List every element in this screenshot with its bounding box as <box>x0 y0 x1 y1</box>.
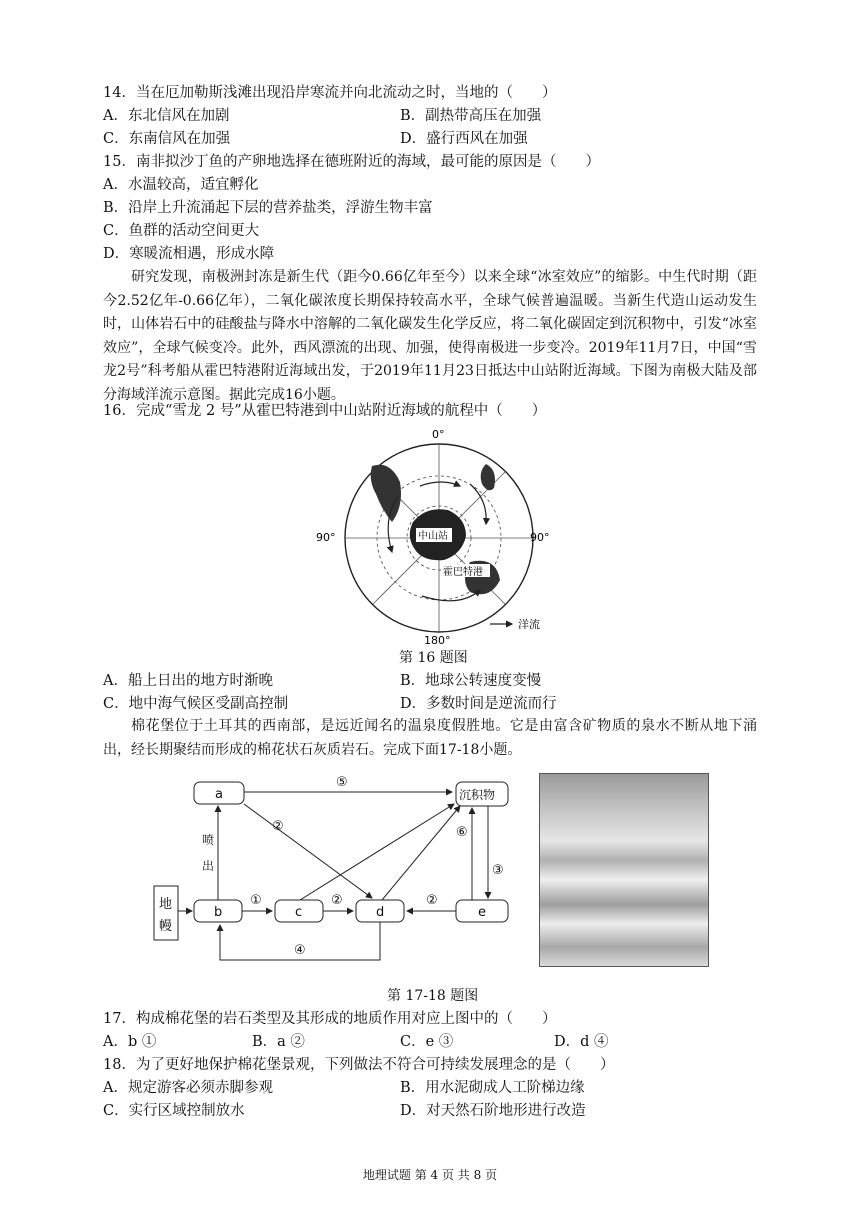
map-label-right: 90° <box>530 531 550 544</box>
map-label-bottom: 180° <box>424 634 451 646</box>
svg-text:地: 地 <box>159 897 173 912</box>
svg-text:①: ① <box>250 893 262 908</box>
q18-option-a: A．规定游客必须赤脚参观 <box>103 1080 273 1096</box>
svg-text:a: a <box>215 787 223 802</box>
passage-16 <box>103 266 757 408</box>
q17-18-caption: 第 17-18 题图 <box>387 988 479 1004</box>
svg-text:③: ③ <box>492 863 504 878</box>
q17-option-d: D．d ④ <box>554 1034 609 1050</box>
svg-text:e: e <box>478 905 486 920</box>
svg-text:喷: 喷 <box>202 833 215 847</box>
q16-option-d: D．多数时间是逆流而行 <box>400 696 557 712</box>
q14-option-c: C．东南信风在加强 <box>103 131 231 147</box>
q16-caption: 第 16 题图 <box>399 650 468 666</box>
svg-text:c: c <box>295 905 303 920</box>
q15-option-a: A．水温较高，适宜孵化 <box>103 177 259 193</box>
svg-text:④: ④ <box>294 943 306 958</box>
zhongshan-station-label: 中山站 <box>418 531 448 542</box>
q15-stem: 15．南非拟沙丁鱼的产卵地选择在德班附近的海域，最可能的原因是（ ） <box>103 154 600 170</box>
q17-option-b: B．a ② <box>252 1034 305 1050</box>
q18-option-c: C．实行区域控制放水 <box>103 1103 245 1119</box>
rock-cycle-diagram <box>150 770 520 970</box>
svg-text:②: ② <box>331 893 343 908</box>
hobart-port-label: 霍巴特港 <box>443 567 483 578</box>
pamukkale-photo <box>539 773 709 967</box>
svg-text:b: b <box>214 905 223 920</box>
q18-option-b: B．用水泥砌成人工阶梯边缘 <box>400 1080 585 1096</box>
passage-17 <box>103 715 757 762</box>
q16-option-c: C．地中海气候区受副高控制 <box>103 696 289 712</box>
q15-option-d: D．寒暖流相遇，形成水障 <box>103 246 275 262</box>
legend-label: 洋流 <box>518 618 540 631</box>
q14-stem: 14．当在厄加勒斯浅滩出现沿岸寒流并向北流动之时，当地的（ ） <box>103 85 557 101</box>
q17-option-a: A．b ① <box>103 1034 157 1050</box>
svg-text:②: ② <box>272 819 284 834</box>
q14-option-a: A．东北信风在加剧 <box>103 108 230 124</box>
page-footer: 地理试题 第 4 页 共 8 页 <box>362 1168 498 1182</box>
map-label-top: 0° <box>432 428 445 441</box>
q16-option-b: B．地球公转速度变慢 <box>400 673 542 689</box>
q14-option-d: D．盛行西风在加强 <box>400 131 528 147</box>
q16-option-a: A．船上日出的地方时渐晚 <box>103 673 273 689</box>
map-label-left: 90° <box>316 531 336 544</box>
svg-text:沉积物: 沉积物 <box>459 788 496 802</box>
q18-option-d: D．对天然石阶地形进行改造 <box>400 1103 586 1119</box>
svg-text:⑤: ⑤ <box>336 775 348 790</box>
svg-text:出: 出 <box>202 859 215 873</box>
q18-stem: 18．为了更好地保护棉花堡景观，下列做法不符合可持续发展理念的是（ ） <box>103 1057 615 1073</box>
antarctica-map <box>310 424 590 646</box>
q17-stem: 17．构成棉花堡的岩石类型及其形成的地质作用对应上图中的（ ） <box>103 1011 557 1027</box>
q16-stem: 16．完成“雪龙 2 号”从霍巴特港到中山站附近海域的航程中（ ） <box>103 403 547 419</box>
q14-option-b: B．副热带高压在加强 <box>400 108 542 124</box>
q15-option-b: B．沿岸上升流涌起下层的营养盐类，浮游生物丰富 <box>103 200 433 216</box>
svg-text:②: ② <box>426 893 438 908</box>
passage-17-text: 棉花堡位于土耳其的西南部，是远近闻名的温泉度假胜地。它是由富含矿物质的泉水不断从地下涌出，经长期聚结而形成的棉花状石灰质岩石。完成下面17-18小题。 <box>103 718 757 758</box>
svg-text:幔: 幔 <box>159 919 173 934</box>
svg-text:d: d <box>376 905 385 920</box>
q15-option-c: C．鱼群的活动空间更大 <box>103 223 260 239</box>
q17-option-c: C．e ③ <box>400 1034 454 1050</box>
passage-16-text: 研究发现，南极洲封冻是新生代（距今0.66亿年至今）以来全球“冰室效应”的缩影。中生代时期（距今2.52亿年-0.66亿年），二氧化碳浓度长期保持较高水平，全球气候普遍温暖。当新生代造山运动发生时，山体岩石中的硅酸盐与降水中溶解的二氧化碳发生化学反应，将二氧化碳固定到沉积物中，引发“冰室效应”，全球气候变冷。此外，西风漂流的出现、加强，使得南极进一步变冷。2019年11月7日，中国“雪龙2号”科考船从霍巴特港附近海域出发，于2019年11月23日抵达中山站附近海域。下图为南极大陆及部分海域洋流示意图。据此完成16小题。 <box>103 269 757 403</box>
svg-text:⑥: ⑥ <box>456 825 468 840</box>
